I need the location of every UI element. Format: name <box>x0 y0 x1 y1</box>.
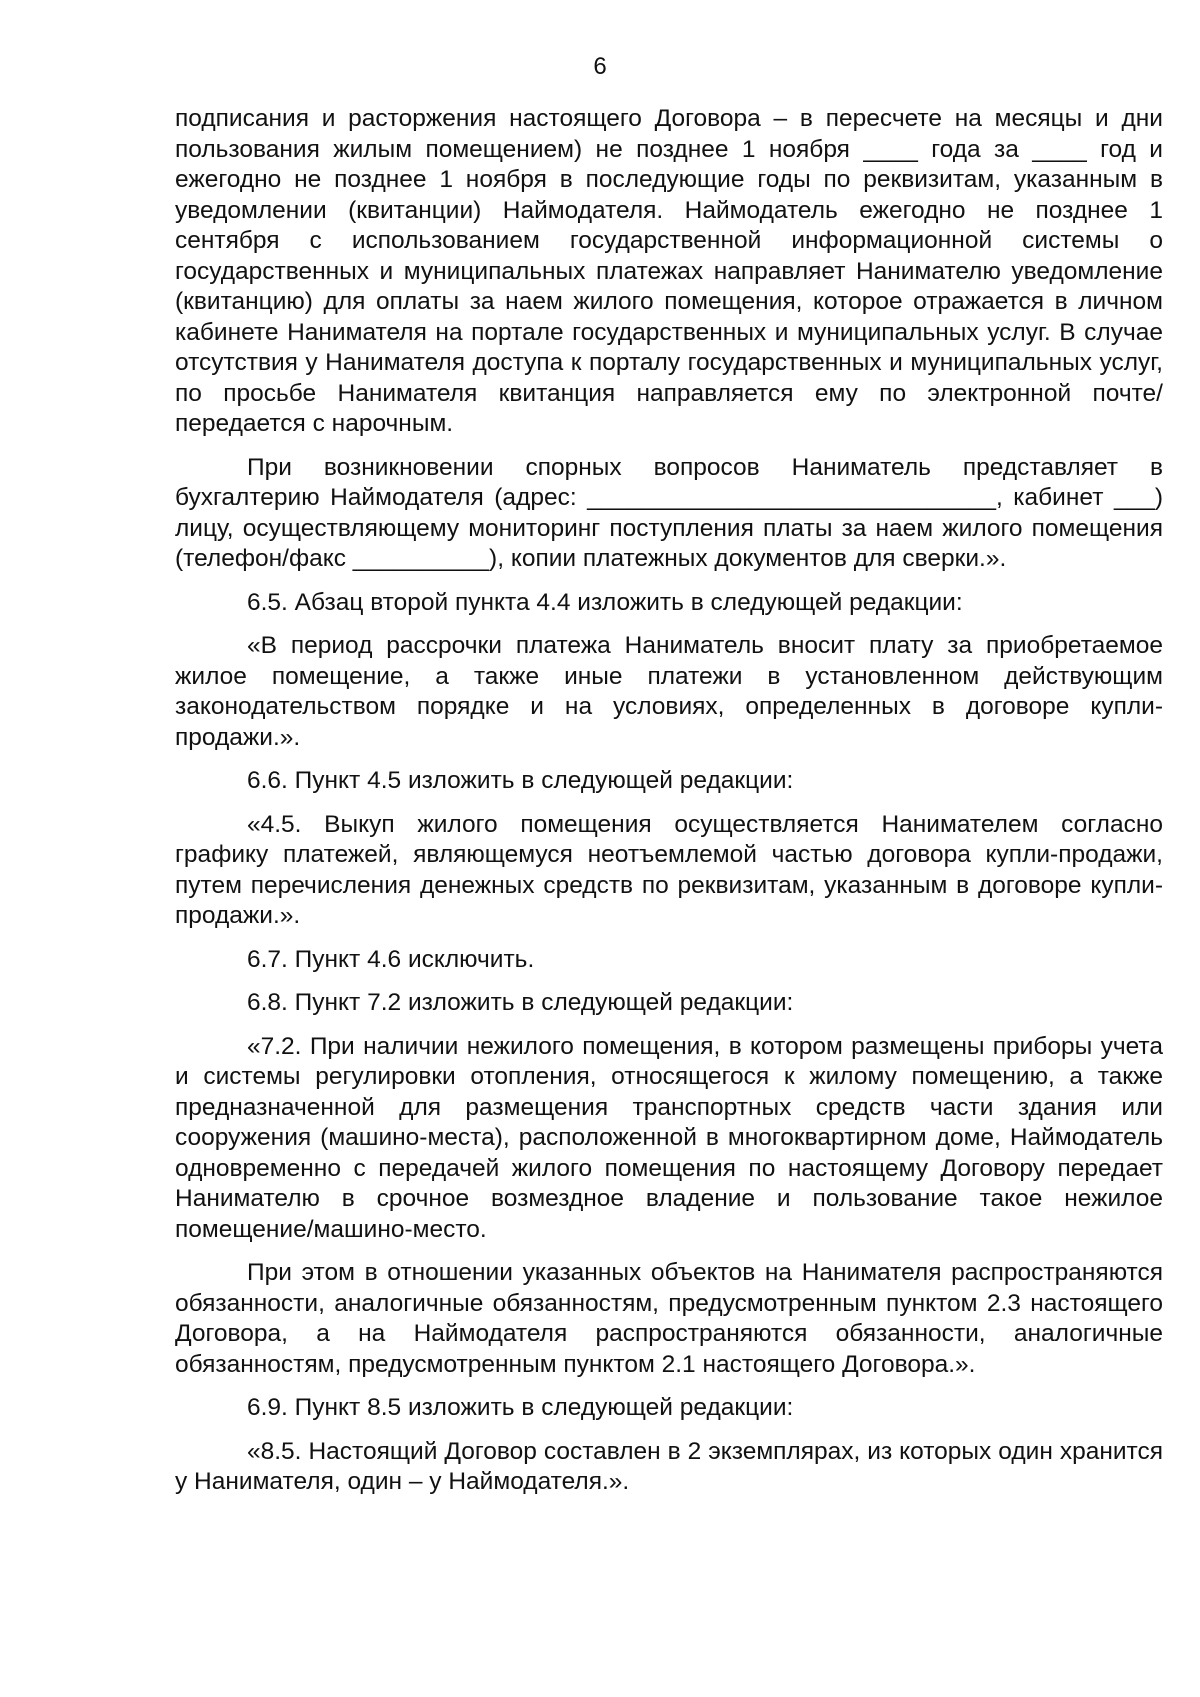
paragraph-6-5-text: «В период рассрочки платежа Наниматель вносит плату за приобретаемое жилое помещение, а также иные платежи в установленном действующим законодательством порядке и на условиях, определенных в договоре купли-продажи.». <box>175 632 1163 751</box>
paragraph-6-8-heading: 6.8. Пункт 7.2 изложить в следующей редакции: <box>247 989 794 1016</box>
paragraph-payment-terms: подписания и расторжения настоящего Договора – в пересчете на месяцы и дни пользования жилым помещением) не позднее 1 ноября ____ года за ____ год и ежегодно не позднее 1 ноября в последующие годы по реквизитам, указанным в уведомлении (квитанции) Наймодателя. Наймодатель ежегодно не позднее 1 сентября с использованием государственной информационной системы о государственных и муниципальных платежах направляет Нанимателю уведомление (квитанцию) для оплаты за наем жилого помещения, которое отражается в личном кабинете Нанимателя на портале государственных и муниципальных услуг. В случае отсутствия у Нанимателя доступа к порталу государственных и муниципальных услуг, по просьбе Нанимателя квитанция направляется ему по электронной почте/передается с нарочным. <box>175 105 1163 437</box>
paragraph-6-7: 6.7. Пункт 4.6 исключить. <box>247 945 535 973</box>
document-body <box>175 104 1163 1511</box>
paragraph-6-9-heading: 6.9. Пункт 8.5 изложить в следующей редакции: <box>247 1394 794 1421</box>
paragraph-6-8-continuation: При этом в отношении указанных объектов на Нанимателя распространяются обязанности, аналогичные обязанностям, предусмотренным пунктом 2.3 настоящего Договора, а на Наймодателя распространяются обязанности, аналогичные обязанностям, предусмотренным пунктом 2.1 настоящего Договора.». <box>175 1259 1163 1378</box>
paragraph-6-9-text: «8.5. Настоящий Договор составлен в 2 экземплярах, из которых один хранится у Нанимателя, один – у Наймодателя.». <box>175 1437 1163 1495</box>
paragraph-disputes: При возникновении спорных вопросов Наниматель представляет в бухгалтерию Наймодателя (адрес: ______________________________, кабинет ___) лицу, осуществляющему мониторинг поступления платы за наем жилого помещения (телефон/факс __________), копии платежных документов для сверки.». <box>175 453 1163 572</box>
paragraph-6-6-text: «4.5. Выкуп жилого помещения осуществляется Нанимателем согласно графику платежей, являющемуся неотъемлемой частью договора купли-продажи, путем перечисления денежных средств по реквизитам, указанным в договоре купли-продажи.». <box>175 810 1163 929</box>
paragraph-6-5-heading: 6.5. Абзац второй пункта 4.4 изложить в следующей редакции: <box>247 588 963 616</box>
page-number: 6 <box>593 53 607 80</box>
paragraph-6-6-heading: 6.6. Пункт 4.5 изложить в следующей редакции: <box>247 767 794 794</box>
paragraph-6-8-text: «7.2. При наличии нежилого помещения, в котором размещены приборы учета и системы регулировки отопления, относящегося к жилому помещению, а также предназначенной для размещения транспортных средств части здания или сооружения (машино-места), расположенной в многоквартирном доме, Наймодатель одновременно с передачей жилого помещения по настоящему Договору передает Нанимателю в срочное возмездное владение и пользование такое нежилое помещение/машино-место. <box>175 1032 1163 1243</box>
